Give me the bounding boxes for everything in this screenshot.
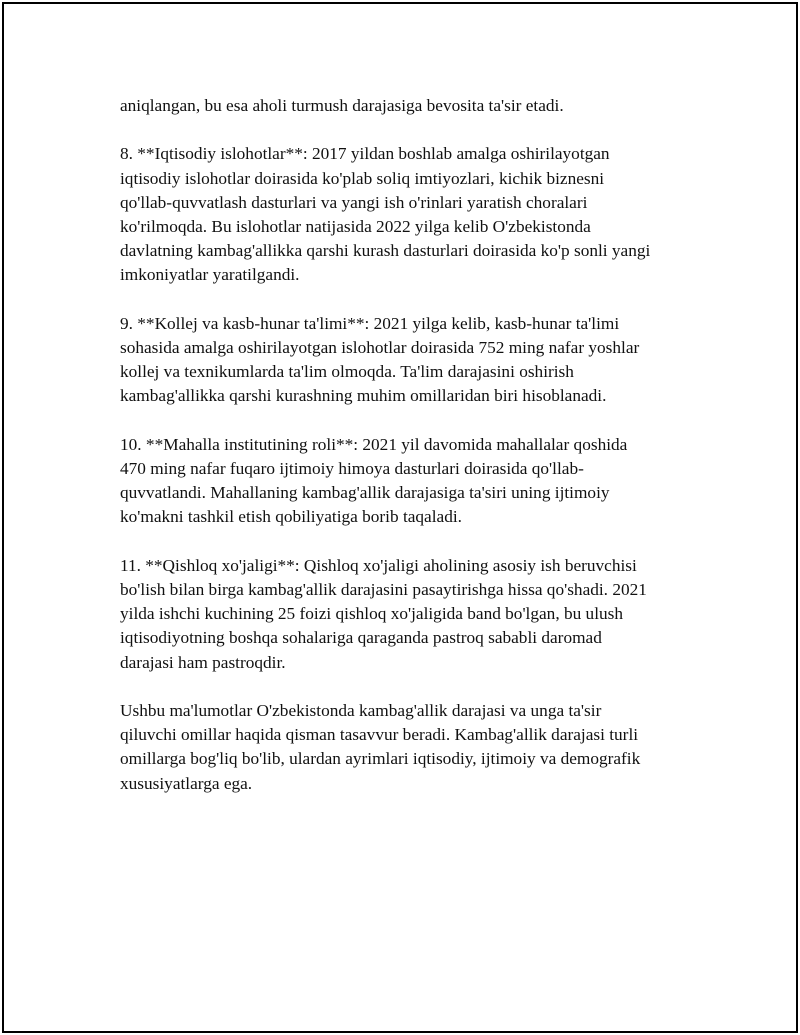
paragraph-summary: Ushbu ma'lumotlar O'zbekistonda kambag'allik darajasi va unga ta'sir qiluvchi omillar haqida qisman tasavvur beradi. Kambag'allik darajasi turli omillarga bog'liq bo'lib, ulardan ayrimlari iqtisodiy, ijtimoiy va demografik xususiyatlarga ega. [120,701,641,793]
paragraph-continuation: aniqlangan, bu esa aholi turmush darajasiga bevosita ta'sir etadi. [120,96,564,115]
document-body [120,94,710,820]
paragraph-item-10: 10. **Mahalla institutining roli**: 2021 yil davomida mahallalar qoshida 470 ming nafar fuqaro ijtimoiy himoya dasturlari doirasida qo'llab- quvvatlandi. Mahallaning kambag'allik darajasiga ta'siri uning ijtimoiy ko'makni tashkil etish qobiliyatiga borib taqaladi. [120,434,628,527]
paragraph-item-8: 8. **Iqtisodiy islohotlar**: 2017 yildan boshlab amalga oshirilayotgan iqtisodiy islohotlar doirasida ko'plab soliq imtiyozlari, kichik biznesni qo'llab-quvvatlash dasturlari va yangi ish o'rinlari yaratish choralari ko'rilmoqda. Bu islohotlar natijasida 2022 yilga kelib O'zbekistonda davlatning kambag'allikka qarshi kurash dasturlari doirasida ko'p sonli yangi imkoniyatlar yaratilgandi. [120,144,651,285]
paragraph-item-11: 11. **Qishloq xo'jaligi**: Qishloq xo'jaligi aholining asosiy ish beruvchisi bo'lish bilan birga kambag'allik darajasini pasaytirishga hissa qo'shadi. 2021 yilda ishchi kuchining 25 foizi qishloq xo'jaligida band bo'lgan, bu ulush iqtisodiyotning boshqa sohalariga qaraganda pastroq sababli daromad darajasi ham pastroqdir. [120,555,647,672]
paragraph-item-9: 9. **Kollej va kasb-hunar ta'limi**: 2021 yilga kelib, kasb-hunar ta'limi sohasida amalga oshirilayotgan islohotlar doirasida 752 ming nafar yoshlar kollej va texnikumlarda ta'lim olmoqda. Ta'lim darajasini oshirish kambag'allikka qarshi kurashning muhim omillaridan biri hisoblanadi. [120,313,640,406]
page-frame [2,2,798,1033]
